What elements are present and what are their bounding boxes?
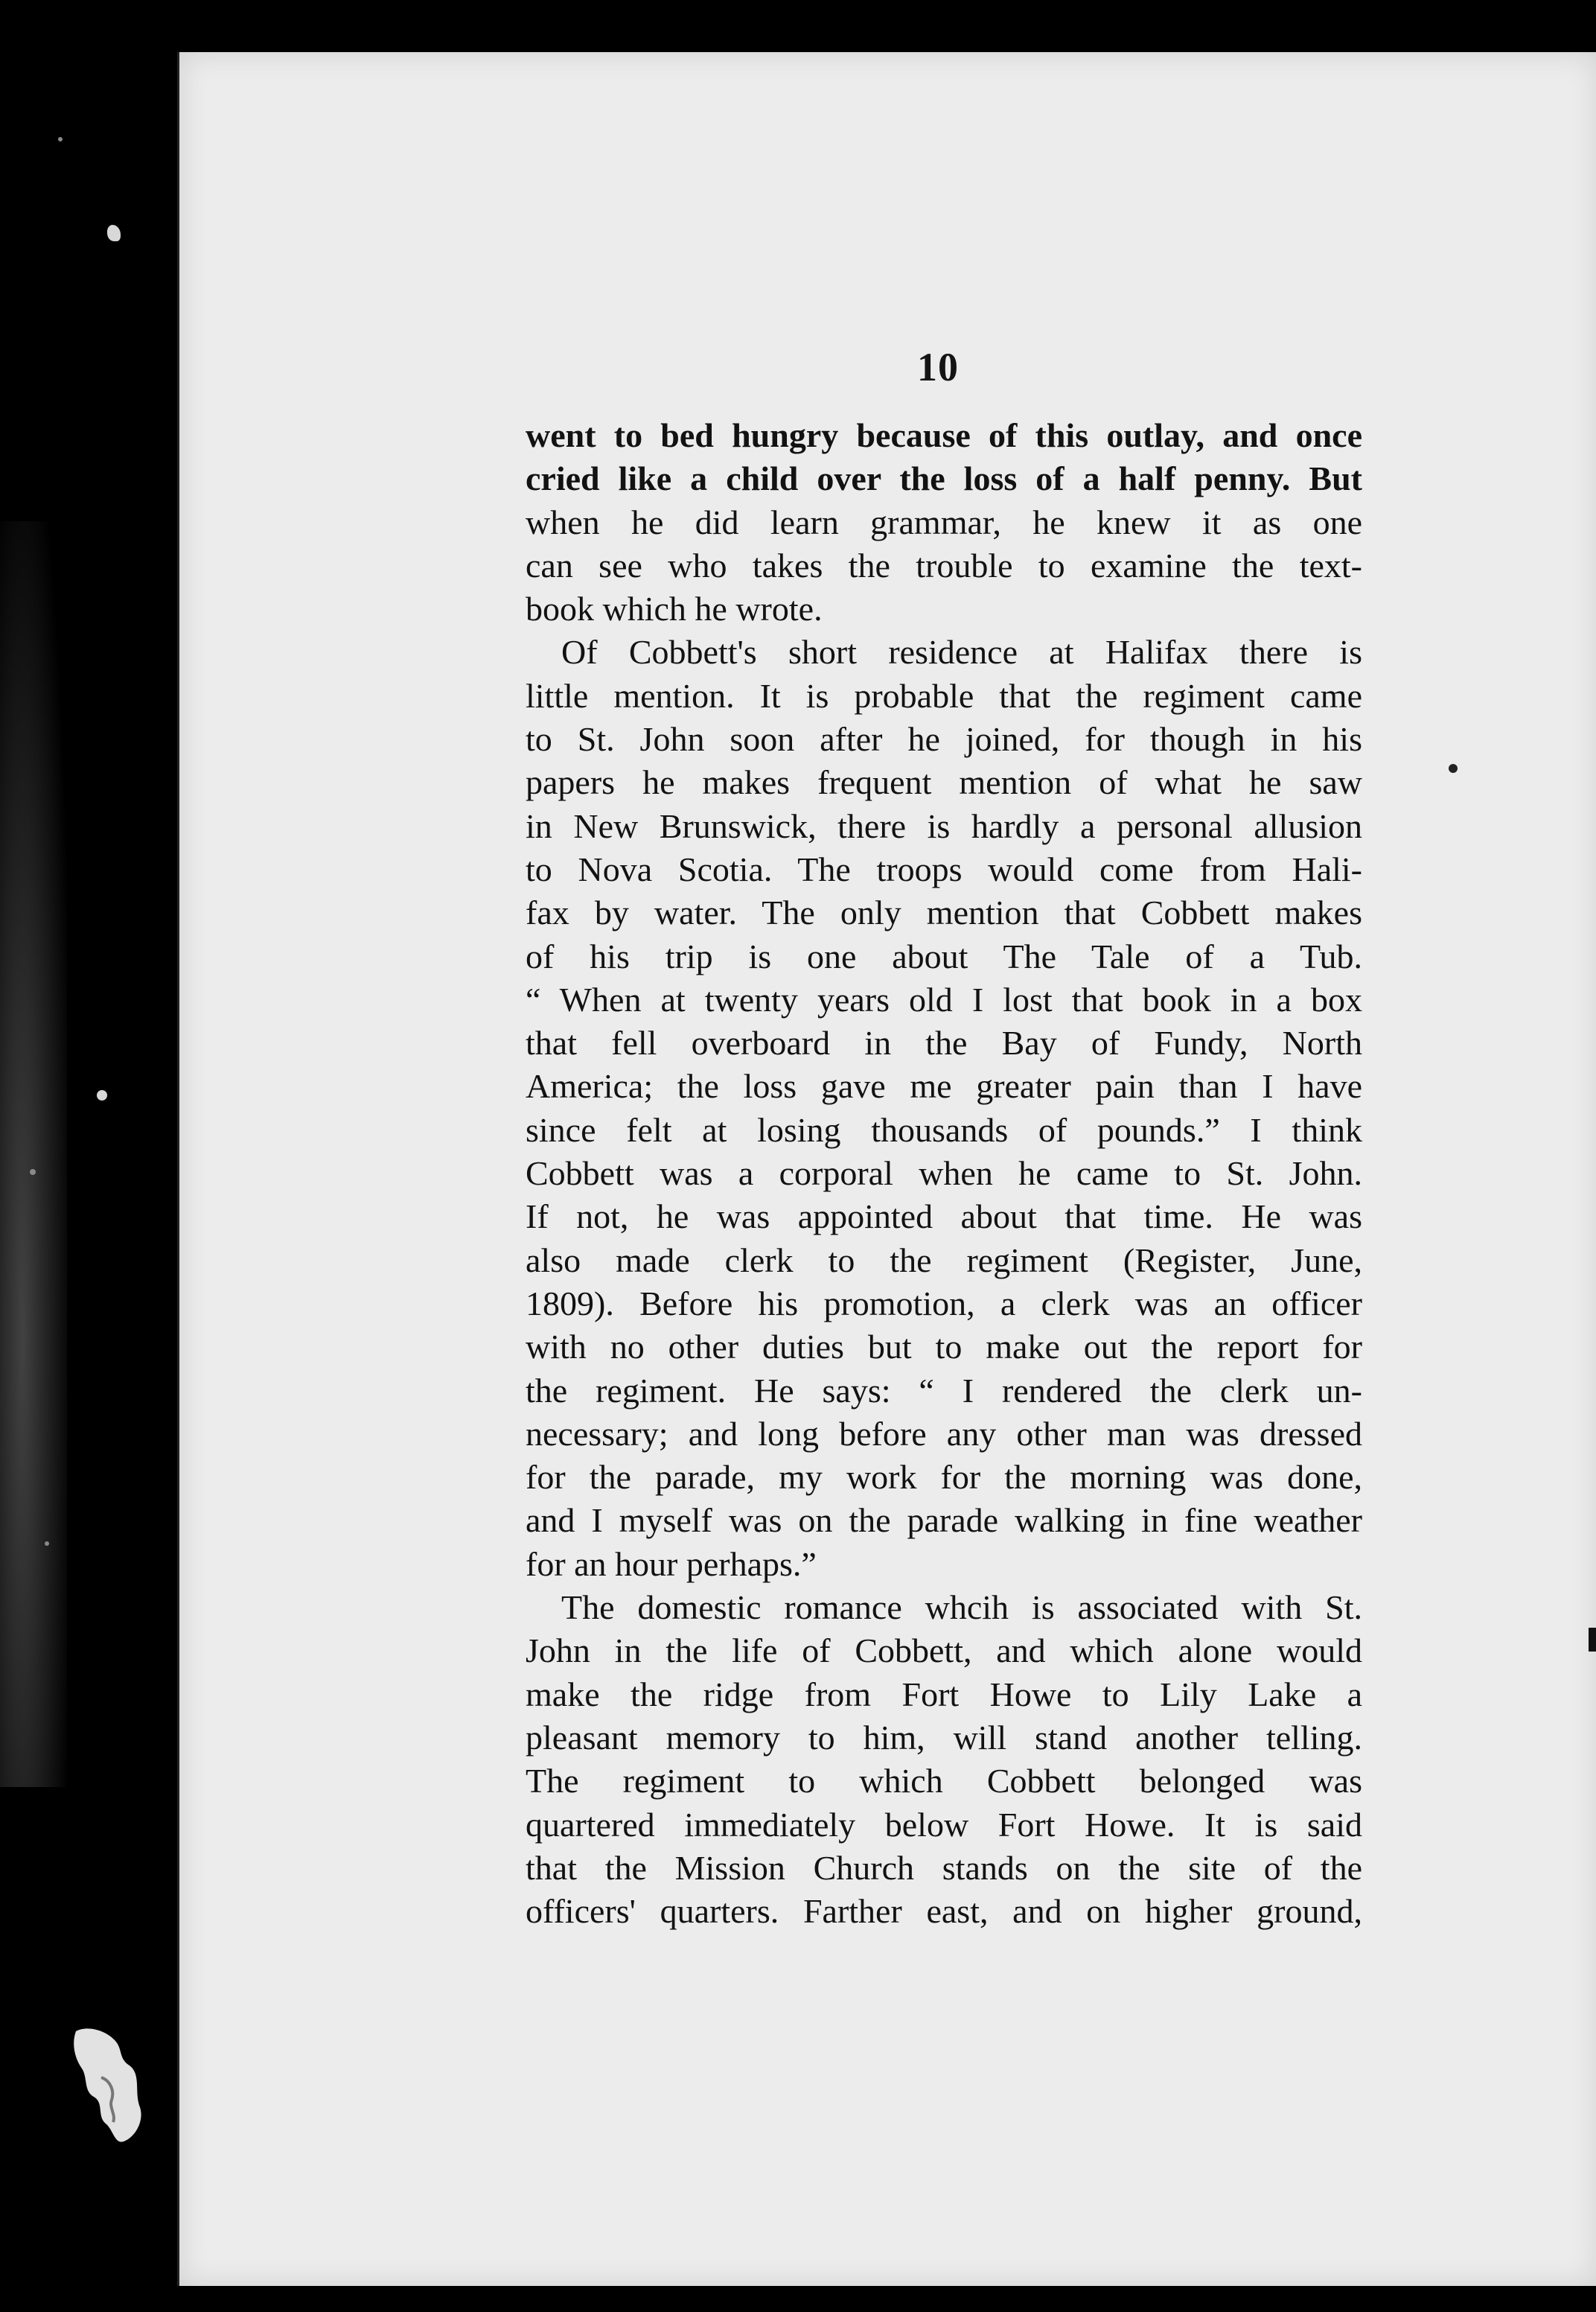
scan-edge-mark (1589, 1628, 1596, 1652)
page-speck (1449, 764, 1458, 773)
body-text (526, 414, 1362, 1933)
text-line: America; the loss gave me greater pain than I have (526, 1067, 1362, 1106)
text-line: necessary; and long before any other man was dressed (526, 1414, 1362, 1453)
scan-speck (30, 1169, 36, 1175)
scan-speck (97, 1090, 107, 1101)
text-line: make the ridge from Fort Howe to Lily Lake a (526, 1675, 1362, 1713)
text-line: papers he makes frequent mention of what he saw (526, 763, 1362, 802)
text-line: of his trip is one about The Tale of a Tub. (526, 937, 1362, 975)
text-line: Cobbett was a corporal when he came to St. John. (526, 1154, 1362, 1193)
text-line: also made clerk to the regiment (Register, June, (526, 1241, 1362, 1279)
text-line: John in the life of Cobbett, and which alone would (526, 1631, 1362, 1670)
text-line: since felt at losing thousands of pounds.” I think (526, 1110, 1362, 1149)
text-line: that fell overboard in the Bay of Fundy, North (526, 1024, 1362, 1063)
text-line: pleasant memory to him, will stand another telling. (526, 1718, 1362, 1757)
text-line: quartered immediately below Fort Howe. It is said (526, 1805, 1362, 1844)
text-line: fax by water. The only mention that Cobbett makes (526, 894, 1362, 932)
text-line: when he did learn grammar, he knew it as one (526, 503, 1362, 541)
text-line: “ When at twenty years old I lost that book in a box (526, 980, 1362, 1019)
text-line: the regiment. He says: “ I rendered the clerk un- (526, 1371, 1362, 1410)
text-line: officers' quarters. Farther east, and on higher ground, (526, 1892, 1362, 1931)
text-line: book which he wrote. (526, 590, 823, 628)
text-line: that the Mission Church stands on the site of the (526, 1848, 1362, 1887)
text-line: The regiment to which Cobbett belonged was (526, 1762, 1362, 1800)
scan-speck (107, 225, 121, 241)
text-line: can see who takes the trouble to examine the text- (526, 546, 1362, 585)
text-line: with no other duties but to make out the report for (526, 1328, 1362, 1366)
text-line: little mention. It is probable that the regiment came (526, 676, 1362, 715)
text-line: for an hour perhaps.” (526, 1544, 817, 1583)
paragraph-start: Of Cobbett's short residence at Halifax there is (561, 633, 1362, 672)
page-number: 10 (917, 345, 959, 389)
text-line: If not, he was appointed about that time. He was (526, 1197, 1362, 1236)
scan-edge-glow (0, 521, 67, 1787)
paper-scrap (71, 2025, 146, 2144)
paragraph-start: The domestic romance whcih is associated with St. (561, 1588, 1362, 1627)
text-line: and I myself was on the parade walking in fine weather (526, 1501, 1362, 1540)
text-line: 1809). Before his promotion, a clerk was an officer (526, 1284, 1362, 1322)
text-line: for the parade, my work for the morning was done, (526, 1458, 1362, 1497)
text-line: cried like a child over the loss of a half penny. But (526, 459, 1362, 498)
scan-speck (45, 1541, 49, 1546)
scan-speck (58, 137, 63, 141)
text-line: in New Brunswick, there is hardly a personal allusion (526, 806, 1362, 845)
text-line: to Nova Scotia. The troops would come from Hali- (526, 850, 1362, 888)
text-line: to St. John soon after he joined, for though in his (526, 720, 1362, 759)
text-line: went to bed hungry because of this outlay, and once (526, 416, 1362, 454)
